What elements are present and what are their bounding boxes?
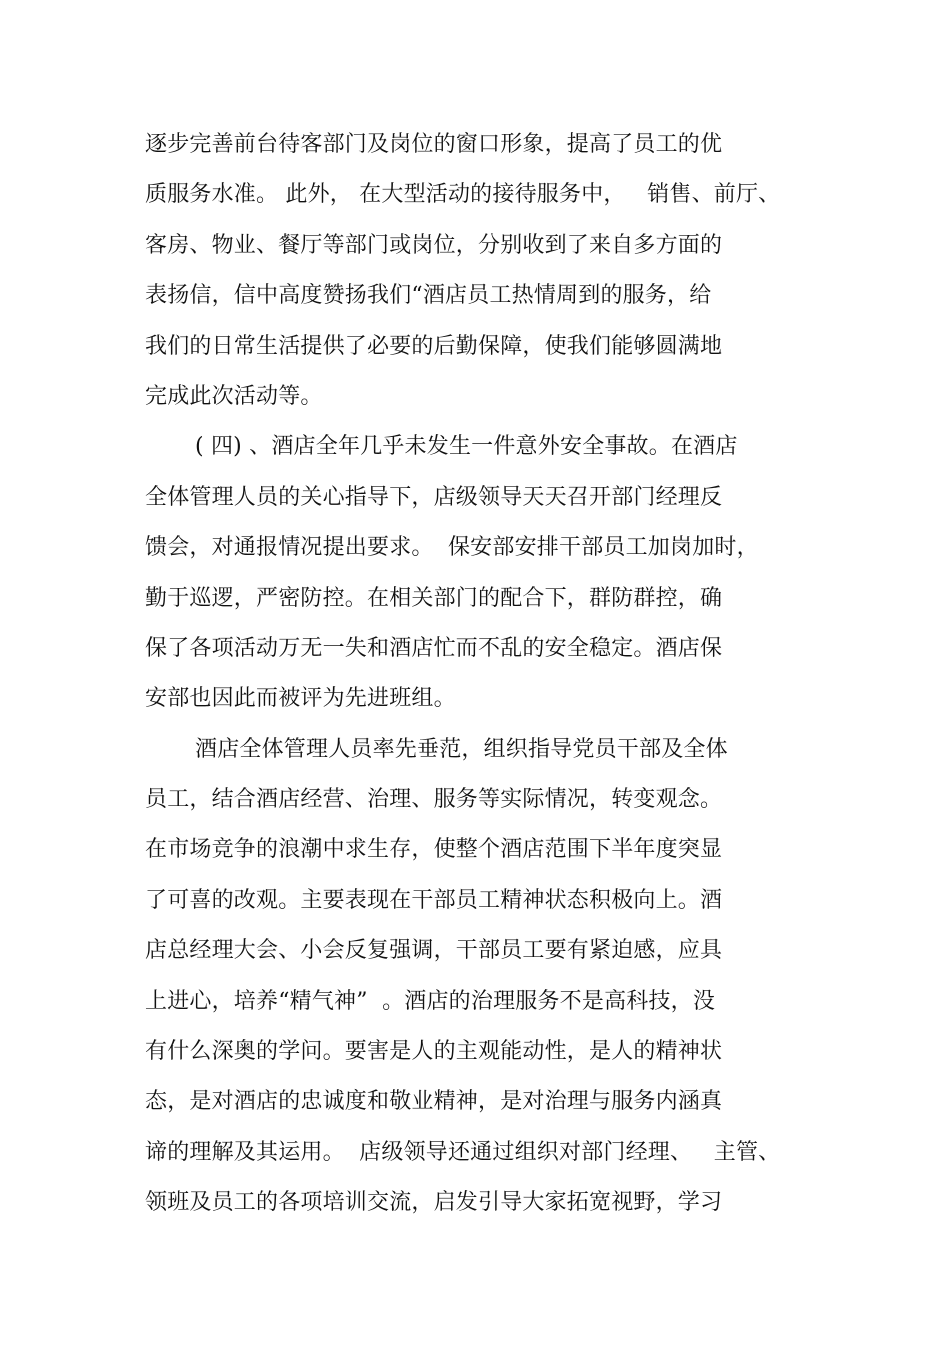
text-line: 店总经理大会、小会反复强调，干部员工要有紧迫感，应具 [145,938,723,964]
text-line: 完成此次活动等。 [145,383,323,409]
text-line: 勤于巡逻，严密防控。在相关部门的配合下，群防群控，确 [145,585,723,611]
text-line: 员工，结合酒店经营、治理、服务等实际情况，转变观念。 [145,787,723,813]
text-line: 有什么深奥的学问。要害是人的主观能动性，是人的精神状 [145,1039,723,1065]
text-line: 馈会，对通报情况提出要求。 保安部安排干部员工加岗加时， [145,535,759,561]
text-line: 我们的日常生活提供了必要的后勤保障，使我们能够圆满地 [145,333,723,359]
text-line: 了可喜的改观。主要表现在干部员工精神状态积极向上。酒 [145,887,723,913]
text-line: 在市场竞争的浪潮中求生存，使整个酒店范围下半年度突显 [145,837,723,863]
text-line: 质服务水准。 此外， 在大型活动的接待服务中， 销售、前厅、 [145,182,781,208]
text-line: 逐步完善前台待客部门及岗位的窗口形象，提高了员工的优 [145,132,723,157]
text-line: 安部也因此而被评为先进班组。 [145,686,456,712]
paragraph-start-line: ( 四) 、酒店全年几乎未发生一件意外安全事故。在酒店 [195,434,738,460]
text-line: 上进心，培养“精气神” 。酒店的治理服务不是高科技，没 [145,988,716,1014]
text-line: 谛的理解及其运用。 店级领导还通过组织对部门经理、 主管、 [145,1139,781,1165]
text-line: 表扬信，信中高度赞扬我们“酒店员工热情周到的服务，给 [145,283,712,309]
text-line: 客房、物业、餐厅等部门或岗位，分别收到了来自多方面的 [145,232,723,258]
text-line: 保了各项活动万无一失和酒店忙而不乱的安全稳定。酒店保 [145,635,723,661]
text-line: 领班及员工的各项培训交流，启发引导大家拓宽视野，学习 [145,1190,723,1216]
text-line: 态，是对酒店的忠诚度和敬业精神，是对治理与服务内涵真 [145,1089,723,1115]
body-text [145,120,825,1229]
text-line: 全体管理人员的关心指导下，店级领导天天召开部门经理反 [145,484,723,510]
paragraph-start-line: 酒店全体管理人员率先垂范，组织指导党员干部及全体 [195,736,728,762]
